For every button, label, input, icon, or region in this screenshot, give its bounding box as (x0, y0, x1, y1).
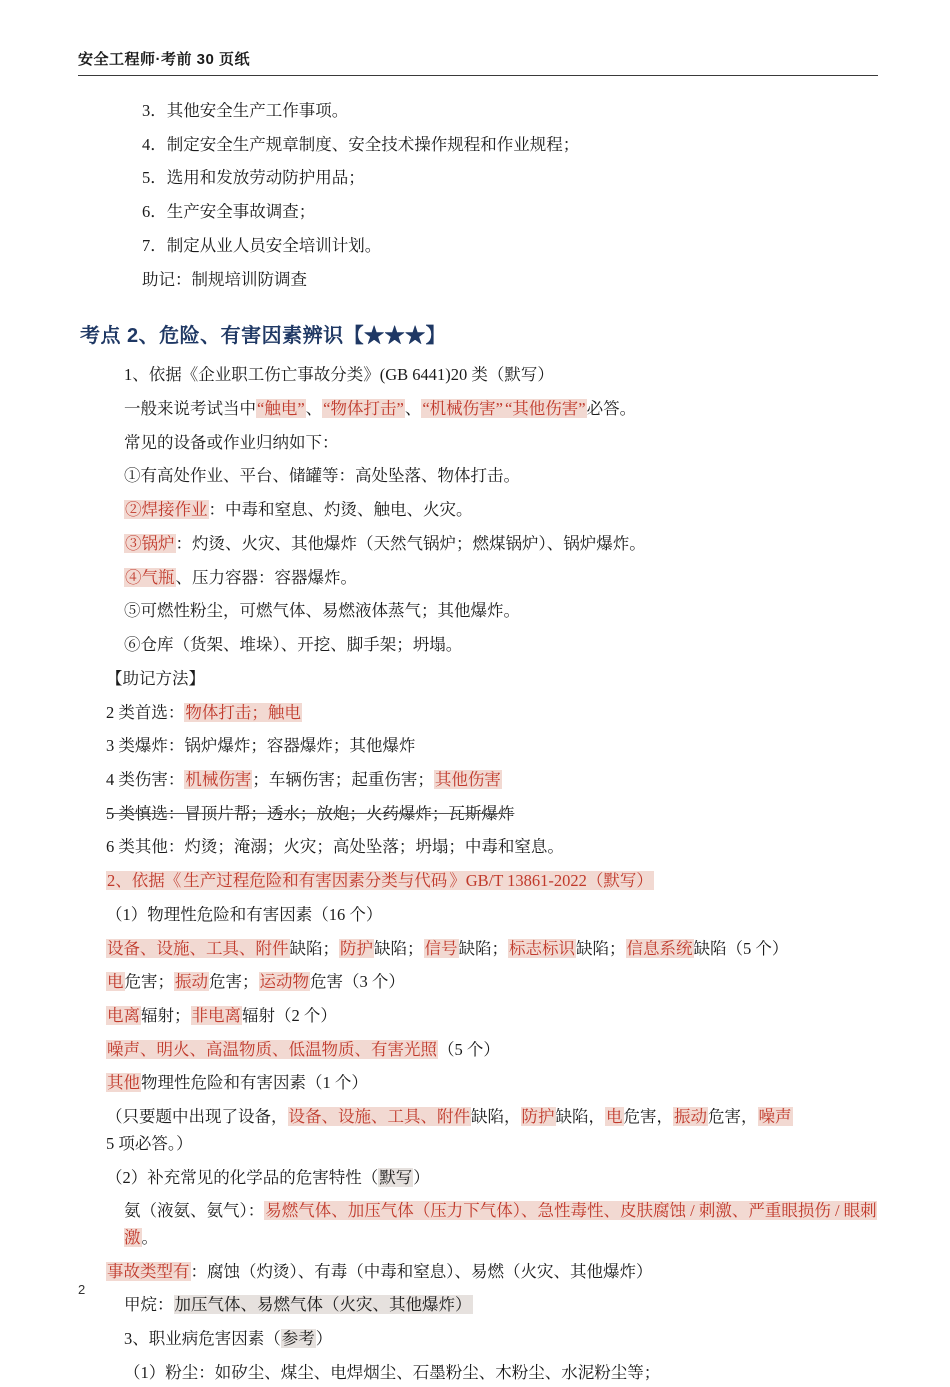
paragraph (106, 767, 878, 794)
list-item-text: 4．制定安全生产规章制度、安全技术操作规程和作业规程； (142, 134, 580, 154)
highlight-text: 标志标识 (509, 938, 575, 958)
highlight-text: 参考 (281, 1329, 315, 1349)
list-item (106, 233, 878, 260)
list-item (106, 165, 878, 192)
highlight-text: 电离 (107, 1005, 140, 1025)
header-divider (78, 75, 878, 76)
paragraph (106, 969, 878, 996)
highlight-text: 加压气体、易燃气体（火灾、其他爆炸） (174, 1295, 472, 1315)
list-item-text: 6．生产安全事故调查； (142, 202, 316, 222)
highlight-text: 运动物 (259, 972, 309, 992)
paragraph (106, 666, 878, 693)
paragraph-text: ） (315, 1329, 333, 1349)
paragraph-text: ：腐蚀（灼烫）、有毒（中毒和窒息）、易燃（火灾、其他爆炸） (190, 1261, 653, 1281)
paragraph-text: 、压力容器：容器爆炸。 (175, 567, 357, 587)
paragraph-text: 物理性危险和有害因素（1 个） (141, 1073, 368, 1093)
paragraph-text: 1、依据《企业职工伤亡事故分类》(GB 6441)20 类（默写） (124, 365, 554, 385)
paragraph-text: 一般来说考试当中 (124, 399, 256, 419)
highlight-text: 信息系统 (626, 938, 693, 958)
paragraph-text: 缺陷； (458, 938, 508, 958)
paragraph (106, 565, 878, 592)
paragraph-text: 2 类首选： (106, 702, 185, 722)
highlight-text: 噪声、明火、高温物质、低温物质、有害光照 (107, 1039, 437, 1059)
paragraph-text: 。 (141, 1228, 158, 1247)
list-item-text: 3．其他安全生产工作事项。 (142, 101, 349, 120)
paragraph-text: ） (413, 1167, 430, 1187)
highlight-text: ②焊接作业 (125, 500, 208, 520)
paragraph-text: 【助记方法】 (106, 668, 205, 688)
paragraph-text: 常见的设备或作业归纳如下： (124, 432, 339, 452)
paragraph (106, 902, 878, 929)
highlight-text: 防护 (340, 938, 373, 958)
mnemonic-line (106, 267, 878, 294)
paragraph (106, 1165, 878, 1192)
highlight-text: 设备、设施、工具、附件 (107, 938, 289, 958)
paragraph-text: 甲烷： (124, 1295, 174, 1315)
list-item-text: 5．选用和发放劳动防护用品； (142, 168, 365, 188)
paragraph-text: 缺陷； (289, 938, 339, 958)
paragraph (106, 1292, 878, 1319)
paragraph-text: ⑥仓库（货架、堆垛）、开挖、脚手架；坍塌。 (124, 635, 463, 655)
paragraph-text: 辐射（2 个） (242, 1005, 337, 1025)
highlight-text: 》GB/T 13861-2022（默写） (449, 871, 653, 891)
paragraph (106, 1198, 878, 1251)
highlight-text: 生产过程危险和有害因素分类与代码 (183, 871, 448, 891)
paragraph-text: 危害； (209, 972, 259, 992)
paragraph-text: ：中毒和窒息、灼烫、触电、火灾。 (208, 500, 473, 520)
paragraph (106, 1360, 878, 1387)
paragraph (106, 1259, 878, 1286)
paragraph (106, 834, 878, 861)
paragraph-text: 危害（3 个） (310, 972, 405, 992)
paragraph (106, 700, 878, 727)
paragraph-text: （只要题中出现了设备， (106, 1107, 288, 1127)
paragraph (106, 598, 878, 625)
paragraph (106, 868, 878, 895)
paragraph-text: 3 类爆炸：锅炉爆炸；容器爆炸；其他爆炸 (106, 736, 416, 756)
list-item (106, 132, 878, 159)
paragraph-text: 缺陷（5 个） (693, 938, 789, 958)
paragraph (106, 1104, 878, 1157)
paragraph (106, 1070, 878, 1097)
paragraph-text: （1）粉尘：如矽尘、煤尘、电焊烟尘、石墨粉尘、木粉尘、水泥粉尘等； (124, 1362, 661, 1382)
paragraph (106, 497, 878, 524)
paragraph-struck (106, 801, 878, 828)
highlight-text: “其他伤害” (504, 399, 586, 419)
paragraph-text: 5 项必答。） (106, 1133, 193, 1153)
highlight-text: 防护 (521, 1107, 555, 1127)
highlight-text: “触电” (257, 399, 305, 419)
paragraph-text: （5 个） (438, 1039, 500, 1059)
paragraph-text: 4 类伤害： (106, 769, 185, 789)
paragraph-text: 危害； (124, 972, 174, 992)
highlight-text: 电 (107, 972, 124, 992)
paragraph-text: 危害， (623, 1107, 673, 1127)
highlight-text: 振动 (674, 1107, 707, 1127)
mnemonic-text: 助记：制规培训防调查 (142, 269, 307, 289)
paragraph-text: ；车辆伤害；起重伤害； (252, 769, 434, 789)
highlight-text: 事故类型有 (107, 1261, 190, 1281)
highlight-text: 设备、设施、工具、附件 (288, 1107, 470, 1127)
highlight-text: 2、依据《 (107, 871, 182, 891)
paragraph-text: ①有高处作业、平台、储罐等：高处坠落、物体打击。 (124, 466, 520, 486)
highlight-text: 噪声 (758, 1107, 792, 1127)
highlight-text: 其他伤害 (434, 769, 501, 789)
paragraph-text: ：灼烫、火灾、其他爆炸（天然气锅炉；燃煤锅炉）、锅炉爆炸。 (175, 533, 646, 553)
paragraph-text: 辐射； (141, 1005, 191, 1025)
paragraph-text: 6 类其他：灼烫；淹溺；火灾；高处坠落；坍塌；中毒和窒息。 (106, 837, 564, 857)
paragraph-text: 、 (404, 399, 422, 419)
paragraph-text: 、 (305, 399, 323, 419)
paragraph (106, 396, 878, 423)
paragraph-text: （2）补充常见的化学品的危害特性（ (106, 1167, 379, 1187)
highlight-text: 振动 (175, 972, 208, 992)
paragraph-text: 氨（液氨、氨气）： (124, 1201, 265, 1221)
paragraph (106, 531, 878, 558)
paragraph (106, 430, 878, 457)
paragraph-text: 必答。 (586, 399, 637, 419)
paragraph (106, 362, 878, 389)
page-number: 2 (78, 1282, 86, 1297)
highlight-text: 信号 (424, 938, 458, 958)
paragraph (106, 632, 878, 659)
paragraph (106, 1326, 878, 1353)
document-body (78, 98, 878, 1387)
paragraph-text: （1）物理性危险和有害因素（16 个） (106, 904, 383, 924)
paragraph-text: ⑤可燃性粉尘，可燃气体、易燃液体蒸气；其他爆炸。 (124, 601, 520, 621)
highlight-text: “机械伤害” (422, 399, 503, 419)
paragraph (106, 733, 878, 760)
paragraph-text: 缺陷， (555, 1107, 605, 1127)
paragraph-text: 缺陷； (576, 938, 626, 958)
highlight-text: 机械伤害 (185, 769, 252, 789)
highlight-text: 默写 (379, 1167, 413, 1187)
page-header: 安全工程师·考前 30 页纸 (78, 51, 251, 68)
paragraph (106, 936, 878, 963)
highlight-text: 物体打击；触电 (185, 702, 301, 722)
highlight-text: 易燃气体、加压气体（压力下气体）、急性毒性、皮肤腐蚀 / 刺激、严重眼损伤 / 眼刺激 (124, 1201, 877, 1247)
paragraph-text: 缺陷， (471, 1107, 521, 1127)
paragraph (106, 463, 878, 490)
section-heading: 考点 2、危险、有害因素辨识【★★★】 (80, 325, 447, 348)
list-item (106, 199, 878, 226)
list-item-text: 7．制定从业人员安全培训计划。 (142, 235, 382, 255)
paragraph-text: 缺陷； (374, 938, 424, 958)
highlight-text: 非电离 (191, 1005, 241, 1025)
highlight-text: ④气瓶 (125, 567, 175, 587)
highlight-text: 电 (606, 1107, 623, 1127)
highlight-text: “物体打击” (323, 399, 404, 419)
paragraph-text: 危害， (708, 1107, 758, 1127)
highlight-text: ③锅炉 (125, 533, 175, 553)
highlight-text: 其他 (107, 1073, 140, 1093)
paragraph (106, 1003, 878, 1030)
list-item (106, 98, 878, 125)
paragraph (106, 1037, 878, 1064)
paragraph-text: 5 类慎选：冒顶片帮；透水；放炮；火药爆炸；瓦斯爆炸 (106, 803, 515, 823)
paragraph-text: 3、职业病危害因素（ (124, 1329, 281, 1349)
